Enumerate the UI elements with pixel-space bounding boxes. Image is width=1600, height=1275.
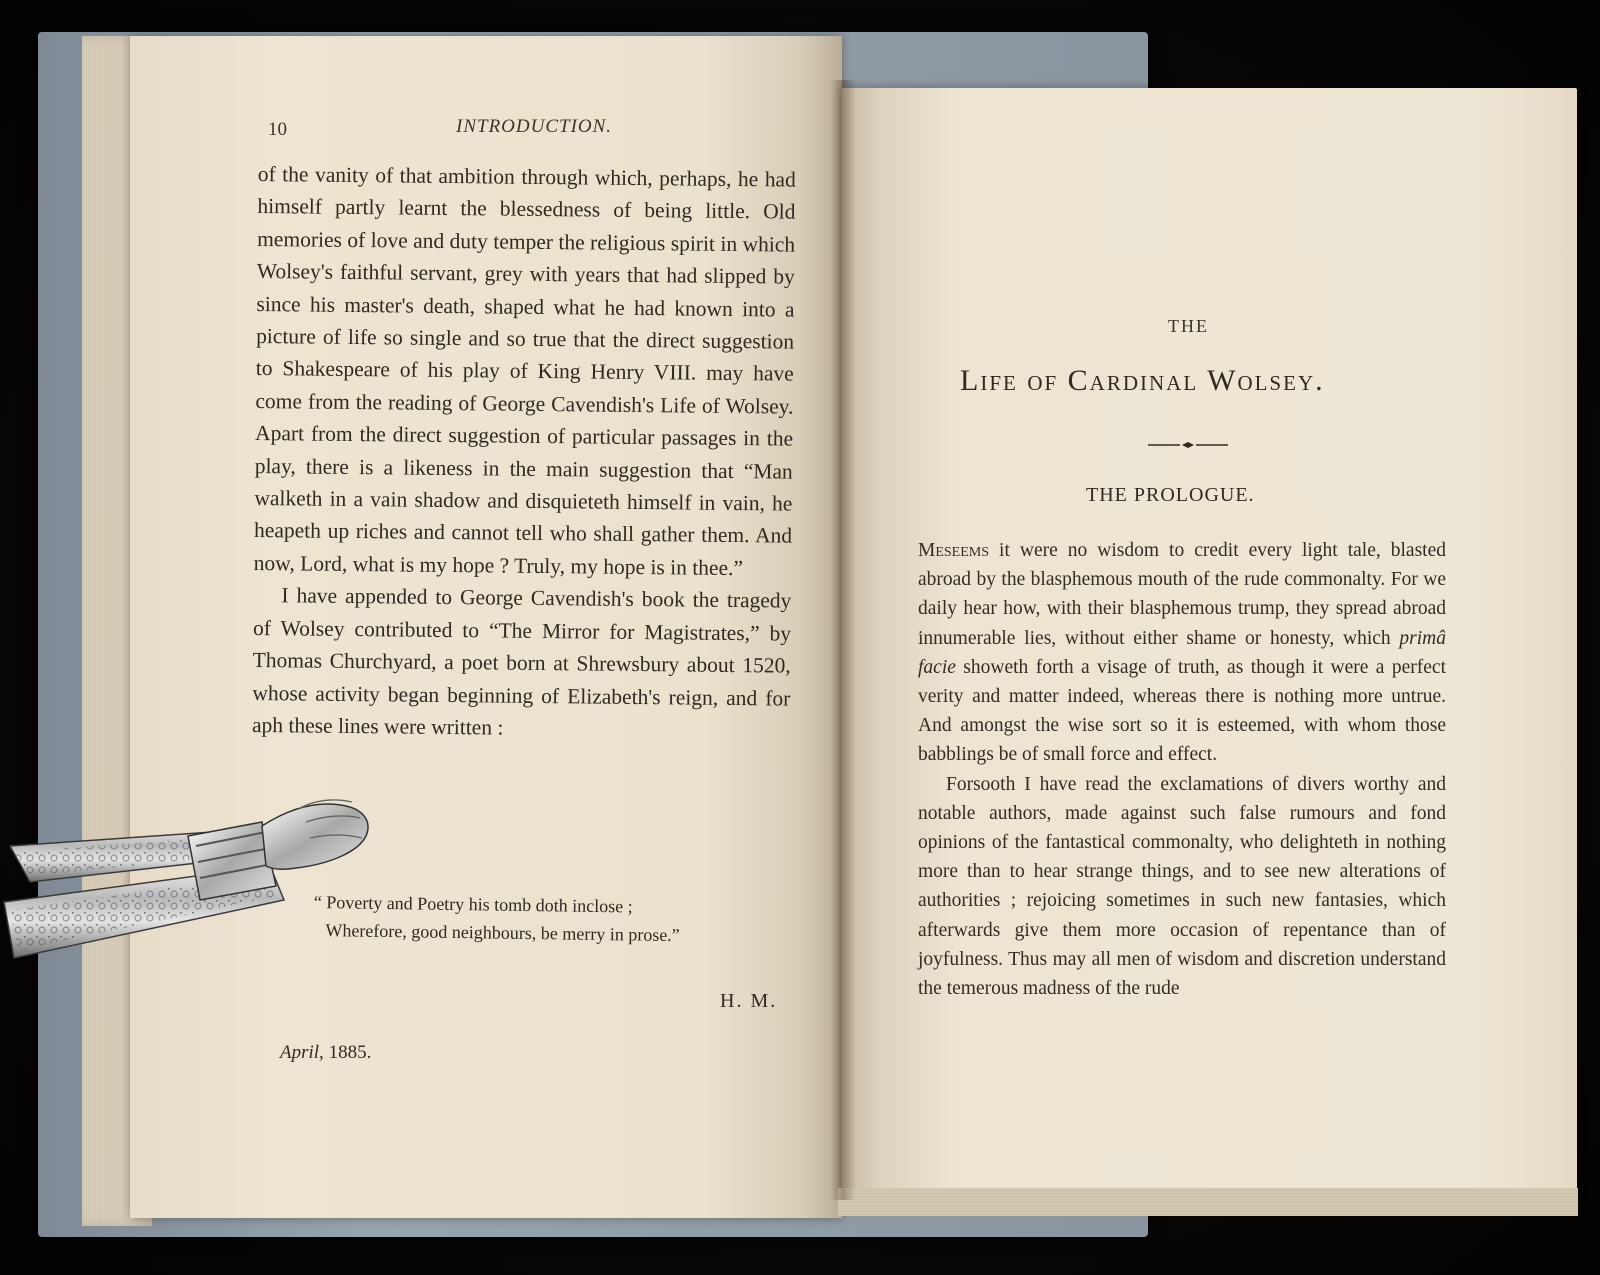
title-the: THE — [1168, 316, 1209, 336]
signature-initials: H. M. — [720, 990, 778, 1012]
page-stack-bottom — [838, 1188, 1578, 1216]
running-head — [268, 116, 648, 146]
date-line — [280, 1042, 371, 1064]
right-page-text — [918, 536, 1446, 1003]
prologue-p1-part-b: showeth forth a visage of truth, as though it were a perfect verity and matter indeed, whereas there is nothing more untrue. And amongst the wise sort so it is esteemed, with whom those babblings be of small force and effect. — [918, 656, 1446, 766]
verse-epitaph — [313, 888, 680, 949]
prologue-p1-italic: primâ facie — [918, 627, 1446, 678]
running-head-title: INTRODUCTION. — [456, 116, 613, 137]
date-month: April, — [280, 1042, 324, 1063]
page-number: 10 — [268, 119, 287, 140]
ornament-rule — [1148, 440, 1228, 450]
prologue-p1-part-a: it were no wisdom to credit every light tale, blasted abroad by the blasphemous mouth of the rude commonalty. For we daily hear how, with their blasphemous trump, they spread abroad innumerable lies, without either shame or honesty, which — [918, 540, 1446, 649]
section-heading: THE PROLOGUE. — [1086, 484, 1255, 506]
prologue-paragraph-1 — [918, 536, 1446, 770]
verse-line-2: Wherefore, good neighbours, be merry in prose.” — [325, 920, 680, 946]
left-page-text — [252, 158, 796, 747]
date-year: 1885. — [328, 1042, 372, 1063]
book-gutter — [830, 80, 856, 1200]
left-paragraph-1: of the vanity of that ambition through which, perhaps, he had himself partly learnt the blessedness of being little. Old memories of love and duty temper the religious spirit in which Wolsey's faithful servant, grey with years that had slipped by since his master's death, shaped what he had known into a picture of life so single and so true that the direct suggestion to Shakespeare of his play of King Henry VIII. may have come from the reading of George Cavendish's Life of Wolsey. Apart from the direct suggestion of particular passages in the play, there is a likeness in the main suggestion that “Man walketh in a vain shadow and disquieteth himself in vain, he heapeth up riches and cannot tell who shall gather them. And now, Lord, what is my hope ? Truly, my hope is in thee.” — [253, 161, 796, 580]
prologue-lead-word: Meseems — [918, 540, 990, 561]
verse-line-1: “ Poverty and Poetry his tomb doth inclose ; — [313, 891, 633, 917]
book-title: Life of Cardinal Wolsey. — [960, 364, 1325, 397]
prologue-paragraph-2: Forsooth I have read the exclamations of divers worthy and notable authors, made against such false rumours and fond opinions of the fantastical commonalty, who delighteth in nothing more than to hear strange things, and to see new alterations of authorities ; rejoicing sometimes in such new fantasies, which afterwards give them more occasion of repentance than of joyfulness. Thus may all men of wisdom and discretion understand the temerous madness of the rude — [918, 773, 1446, 1000]
left-paragraph-2: I have appended to George Cavendish's book the tragedy of Wolsey contributed to “The Mirror for Magistrates,” by Thomas Churchyard, a poet born at Shrewsbury about 1520, whose activity began beginning of Elizabeth's reign, and for aph these lines were written : — [251, 583, 792, 740]
